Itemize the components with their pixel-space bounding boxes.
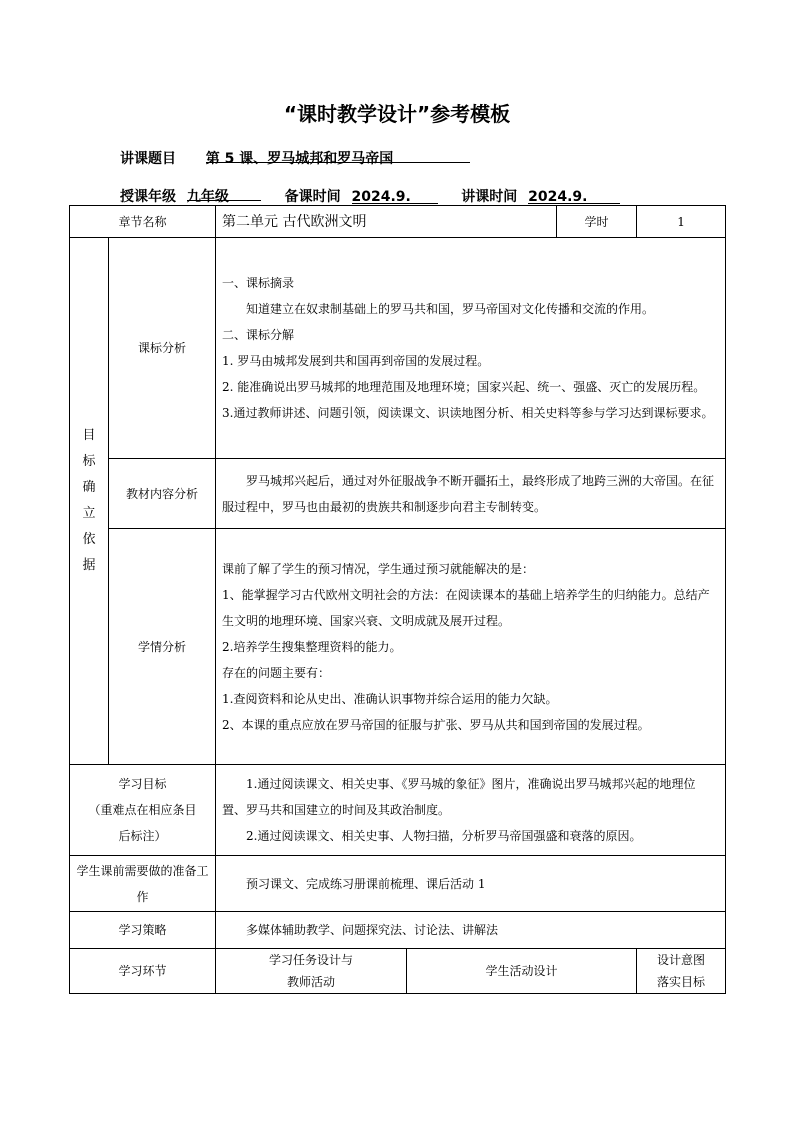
activity-label: 学生活动设计 xyxy=(407,949,637,994)
prep-text: 预习课文、完成练习册课前梳理、课后活动 1 xyxy=(216,856,726,912)
prep-label: 学生课前需要做的准备工作 xyxy=(70,856,216,912)
standard-content: 一、课标摘录 知道建立在奴隶制基础上的罗马共和国，罗马帝国对文化传播和交流的作用。 二、课标分解 1. 罗马由城邦发展到共和国再到帝国的发展过程。 2. 能准确说出罗马城邦的地理范围及地理环境；国家兴起、统一、强盛、灭亡的发展历程。 3.通过教师讲述、问题引领，阅读课文、识读地图分析、相关史料等参与学习达到课标要求。 xyxy=(216,238,726,459)
teach-time-label: 讲课时间 xyxy=(461,189,518,205)
standard-label: 课标分析 xyxy=(109,238,216,459)
strategy-text: 多媒体辅助教学、问题探究法、讨论法、讲解法 xyxy=(216,912,726,949)
time-line xyxy=(120,186,620,206)
stage-header-row xyxy=(70,949,726,994)
chapter-value: 第二单元 古代欧洲文明 xyxy=(216,206,557,238)
teach-time-field xyxy=(528,189,620,204)
goals-label: 学习目标 （重难点在相应条目后标注） xyxy=(70,765,216,856)
student-label: 学情分析 xyxy=(109,529,216,765)
chapter-label: 章节名称 xyxy=(70,206,216,238)
strategy-row xyxy=(70,912,726,949)
content-text: 罗马城邦兴起后，通过对外征服战争不断开疆拓土，最终形成了地跨三洲的大帝国。在征服过程中，罗马也由最初的贵族共和制逐步向君主专制转变。 xyxy=(216,459,726,529)
goals-content: 1.通过阅读课文、相关史事、《罗马城的象征》图片，准确说出罗马城邦兴起的地理位置、罗马共和国建立的时间及其政治制度。 2.通过阅读课文、相关史事、人物扫描，分析罗马帝国强盛和衰落的原因。 xyxy=(216,765,726,856)
standard-row xyxy=(70,238,726,459)
grade-label: 授课年级 xyxy=(120,189,176,205)
teach-time-value: 2024.9. xyxy=(528,189,588,205)
lesson-value: 第 5 课、罗马城邦和罗马帝国 xyxy=(205,151,394,167)
goals-row xyxy=(70,765,726,856)
prep-time-label: 备课时间 xyxy=(284,189,341,205)
grade-value: 九年级 xyxy=(186,189,229,205)
hours-label: 学时 xyxy=(557,206,637,238)
page-title: “课时教学设计”参考模板 xyxy=(283,102,511,126)
content-label: 教材内容分析 xyxy=(109,459,216,529)
chapter-row xyxy=(70,206,726,238)
prep-time-value: 2024.9. xyxy=(351,189,411,205)
prep-time-field xyxy=(352,189,438,204)
student-row xyxy=(70,529,726,765)
stage-label: 学习环节 xyxy=(70,949,216,994)
grade-field xyxy=(186,186,261,205)
task-label: 学习任务设计与 教师活动 xyxy=(216,949,407,994)
intent-label: 设计意图 落实目标 xyxy=(637,949,726,994)
lesson-label: 讲课题目 xyxy=(120,151,176,167)
strategy-label: 学习策略 xyxy=(70,912,216,949)
student-content: 课前了解了学生的预习情况，学生通过预习就能解决的是： 1、能掌握学习古代欧州文明社会的方法：在阅读课本的基础上培养学生的归纳能力。总结产生文明的地理环境、国家兴衰、文明成就及展开过程。 2.培养学生搜集整理资料的能力。 存在的问题主要有： 1.查阅资料和论从史出、准确认识事物并综合运用的能力欠缺。 2、本课的重点应放在罗马帝国的征服与扩张、罗马从共和国到帝国的发展过程。 xyxy=(216,529,726,765)
hours-value: 1 xyxy=(637,206,726,238)
lesson-plan-table xyxy=(69,205,726,994)
content-row xyxy=(70,459,726,529)
prep-row xyxy=(70,856,726,912)
lesson-field xyxy=(205,148,470,167)
lesson-line xyxy=(120,148,470,168)
basis-label: 目 标 确 立 依 据 xyxy=(70,238,109,765)
